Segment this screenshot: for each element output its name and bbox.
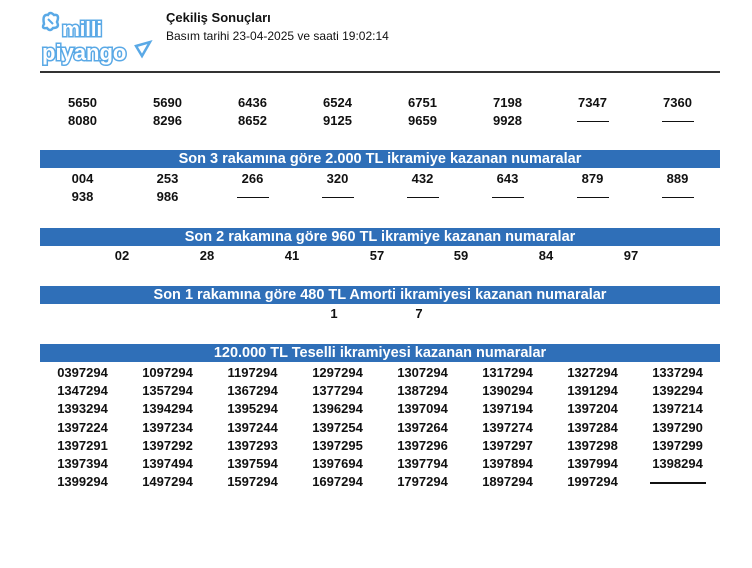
top_numbers-number-cell: 5650 [68,94,97,110]
son1-number: 1 [330,306,338,321]
teselli-number-cell: 1397394 [57,456,108,472]
teselli-number-cell: 1396294 [312,401,363,417]
top_numbers-number-cell: 7198 [493,94,522,110]
top_numbers-row [40,93,720,112]
teselli-number-cell: 1397274 [482,419,533,435]
teselli-number-cell: 1397254 [312,419,363,435]
son3-row [40,188,720,207]
teselli-number-cell: 1897294 [482,474,533,490]
teselli-number-cell: 1297294 [312,364,363,380]
top_numbers-number-cell: 9125 [323,113,352,129]
teselli-number-cell: 1397298 [567,437,618,453]
teselli-row [40,400,720,418]
son3-number-cell: 938 [71,189,94,205]
empty-dash [322,197,354,198]
empty-dash [650,482,706,483]
son3-number-cell: 266 [241,170,264,186]
teselli-number-cell: 1393294 [57,401,108,417]
teselli-number-cell: 1997294 [567,474,618,490]
teselli-number-cell: 1397299 [652,437,703,453]
teselli-number-cell: 1397296 [397,437,448,453]
teselli-number-cell: 1394294 [142,401,193,417]
teselli-number-cell: 1397694 [312,456,363,472]
top_numbers-number-cell: 8652 [238,113,267,129]
top_numbers-number-cell: 8296 [153,113,182,129]
teselli-number-cell: 1337294 [652,364,703,380]
milli-piyango-logo [38,10,156,70]
teselli-number-cell: 1697294 [312,474,363,490]
son2-number: 28 [199,248,215,263]
son2-number: 02 [114,248,130,263]
teselli-row [40,381,720,399]
son3-number-cell: 879 [581,170,604,186]
teselli-row [40,363,720,381]
teselli-number-cell [635,474,720,489]
son3-number-cell [635,189,720,204]
teselli-number-cell: 1395294 [227,401,278,417]
top_numbers-number-cell: 6751 [408,94,437,110]
son2-numbers-row [40,248,720,266]
teselli-number-cell: 1497294 [142,474,193,490]
top_numbers-number-cell: 9928 [493,113,522,129]
teselli-number-cell: 1397224 [57,419,108,435]
top_numbers-number-cell: 7360 [663,94,692,110]
son2-number: 84 [538,248,554,263]
son2-number: 97 [623,248,639,263]
son1-heading: Son 1 rakamına göre 480 TL Amorti ikramiyesi kazanan numaralar [40,286,720,304]
logo-text-top: milli [62,19,103,41]
son2-number: 57 [369,248,385,263]
son3-number-cell: 253 [156,170,179,186]
son3-number-cell: 889 [666,170,689,186]
top_numbers-number-cell: 6524 [323,94,352,110]
top_numbers-number-cell: 6436 [238,94,267,110]
teselli-number-cell: 1390294 [482,382,533,398]
son3-number-cell: 643 [496,170,519,186]
son3-number-cell [380,189,465,204]
logo-text-bottom: piyango [42,40,127,65]
teselli-number-cell: 1307294 [397,364,448,380]
top-numbers-table [40,93,720,130]
empty-dash [662,197,694,198]
son1-number: 7 [415,306,423,321]
son3-number-cell [465,189,550,204]
top_numbers-number-cell: 5690 [153,94,182,110]
son3-number-cell: 320 [326,170,349,186]
empty-dash [577,121,609,122]
teselli-number-cell: 1397794 [397,456,448,472]
top_numbers-number-cell: 9659 [408,113,437,129]
teselli-number-cell: 1397293 [227,437,278,453]
teselli-number-cell: 1397244 [227,419,278,435]
son3-number-cell [210,189,295,204]
teselli-number-cell: 1367294 [227,382,278,398]
top_numbers-row [40,112,720,131]
teselli-number-cell: 1357294 [142,382,193,398]
teselli-row [40,418,720,436]
teselli-number-cell: 1397292 [142,437,193,453]
teselli-number-cell: 1391294 [567,382,618,398]
son3-number-cell [295,189,380,204]
son3-number-cell: 004 [71,170,94,186]
teselli-number-cell: 1397194 [482,401,533,417]
empty-dash [662,121,694,122]
teselli-row [40,473,720,491]
son2-number: 59 [453,248,469,263]
son3-numbers-table [40,169,720,206]
son3-number-cell: 432 [411,170,434,186]
page-title: Çekiliş Sonuçları [166,10,271,25]
teselli-number-cell: 1397994 [567,456,618,472]
teselli-number-cell: 1397284 [567,419,618,435]
teselli-heading: 120.000 TL Teselli ikramiyesi kazanan numaralar [40,344,720,362]
teselli-number-cell: 0397294 [57,364,108,380]
teselli-number-cell: 1397297 [482,437,533,453]
teselli-number-cell: 1097294 [142,364,193,380]
empty-dash [237,197,269,198]
empty-dash [577,197,609,198]
header-divider [40,71,720,73]
top_numbers-number-cell: 7347 [578,94,607,110]
teselli-number-cell: 1347294 [57,382,108,398]
teselli-number-cell: 1397295 [312,437,363,453]
son2-heading: Son 2 rakamına göre 960 TL ikramiye kazanan numaralar [40,228,720,246]
teselli-number-cell: 1392294 [652,382,703,398]
clover-icon [43,13,58,30]
teselli-number-cell: 1597294 [227,474,278,490]
teselli-numbers-table [40,363,720,491]
top_numbers-number-cell: 8080 [68,113,97,129]
son2-number: 41 [284,248,300,263]
teselli-number-cell: 1397214 [652,401,703,417]
teselli-number-cell: 1398294 [652,456,703,472]
print-timestamp: Basım tarihi 23-04-2025 ve saati 19:02:14 [166,29,389,43]
teselli-number-cell: 1327294 [567,364,618,380]
teselli-number-cell: 1197294 [227,364,278,380]
teselli-row [40,436,720,454]
son1-numbers-row [40,306,720,324]
teselli-number-cell: 1397594 [227,456,278,472]
top_numbers-number-cell [550,113,635,128]
son3-number-cell [550,189,635,204]
teselli-number-cell: 1397290 [652,419,703,435]
teselli-number-cell: 1397291 [57,437,108,453]
teselli-number-cell: 1397264 [397,419,448,435]
teselli-number-cell: 1397204 [567,401,618,417]
teselli-number-cell: 1387294 [397,382,448,398]
son3-number-cell: 986 [156,189,179,205]
ticket-icon [136,42,150,56]
teselli-number-cell: 1397894 [482,456,533,472]
teselli-row [40,454,720,472]
empty-dash [492,197,524,198]
empty-dash [407,197,439,198]
son3-row [40,169,720,188]
teselli-number-cell: 1317294 [482,364,533,380]
top_numbers-number-cell [635,113,720,128]
teselli-number-cell: 1797294 [397,474,448,490]
teselli-number-cell: 1397234 [142,419,193,435]
teselli-number-cell: 1397094 [397,401,448,417]
teselli-number-cell: 1397494 [142,456,193,472]
teselli-number-cell: 1399294 [57,474,108,490]
teselli-number-cell: 1377294 [312,382,363,398]
son3-heading: Son 3 rakamına göre 2.000 TL ikramiye kazanan numaralar [40,150,720,168]
